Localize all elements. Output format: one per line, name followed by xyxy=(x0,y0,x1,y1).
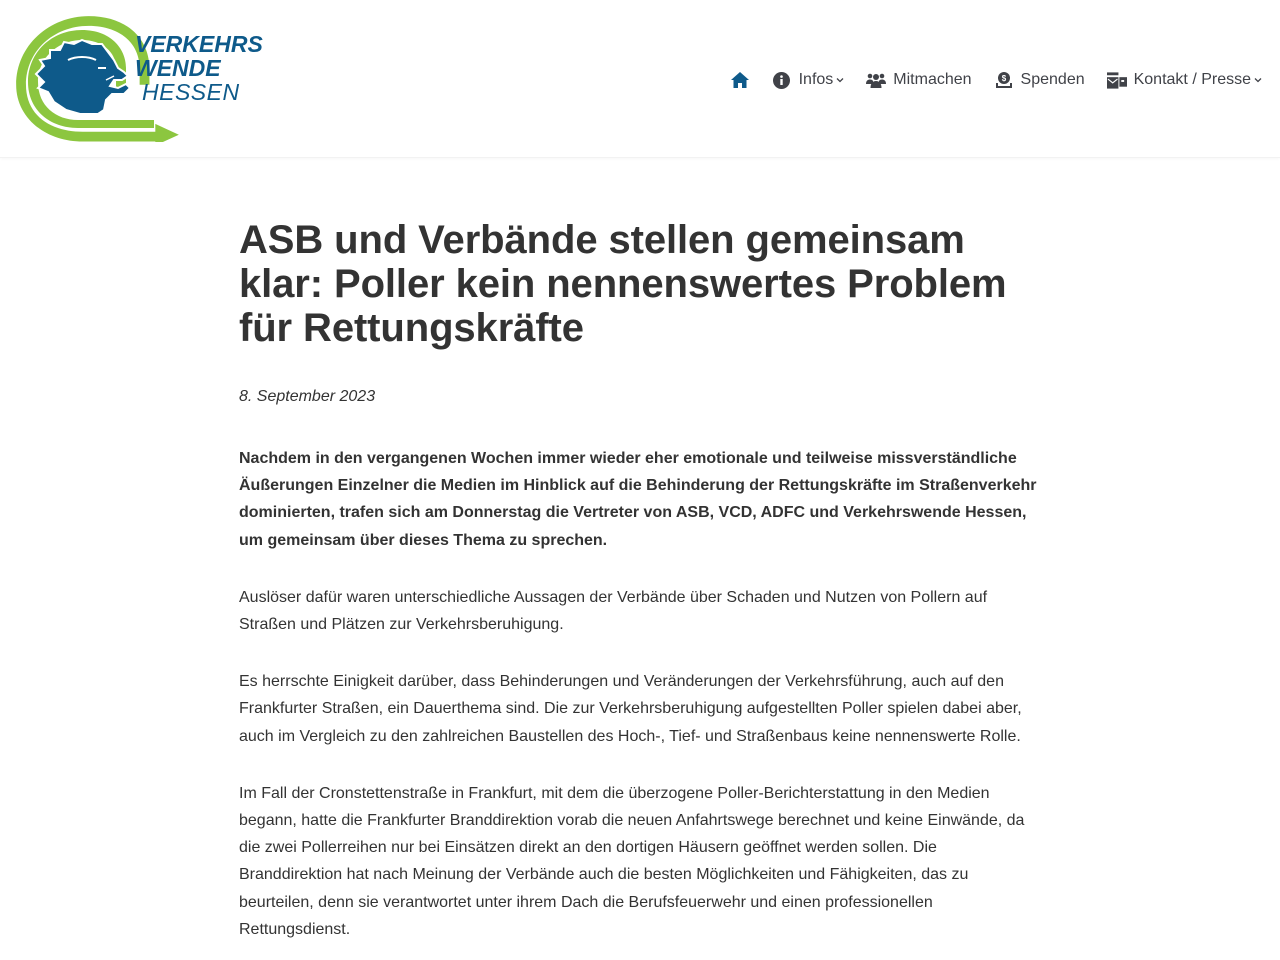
info-circle-icon xyxy=(772,70,792,90)
home-icon xyxy=(730,70,750,90)
mail-bulk-icon xyxy=(1107,70,1127,90)
chevron-down-icon xyxy=(1254,77,1262,83)
nav-spenden[interactable] xyxy=(994,70,1085,90)
site-header xyxy=(0,0,1280,158)
verkehrswende-hessen-logo xyxy=(14,16,270,142)
nav-kontakt-presse[interactable] xyxy=(1107,70,1262,90)
article-paragraph: Im Fall der Cronstettenstraße in Frankfurt, mit dem die überzogene Poller-Berichterstattung in den Medien begann, hatte die Frankfurter Branddirektion vorab die neuen Anfahrtswege berechnet und keine Einwände, da die zwei Pollerreihen nur bei Einsätzen direkt an den dortigen Häusern geöffnet werden sollen. Die Branddirektion hat nach Meinung der Verbände auch die besten Möglichkeiten und Fähigkeiten, das zu beurteilen, denn sie verantwortet unter ihrem Dach die Berufsfeuerwehr und einen professionellen Rettungsdienst. xyxy=(239,784,1025,938)
article xyxy=(239,218,1041,943)
donate-icon xyxy=(994,70,1014,90)
nav-mitmachen[interactable] xyxy=(866,70,971,90)
nav-mitmachen-label: Mitmachen xyxy=(893,71,972,88)
nav-spenden-label: Spenden xyxy=(1020,71,1085,88)
article-lead: Nachdem in den vergangenen Wochen immer wieder eher emotionale und teilweise missverständliche Äußerungen Einzelner die Medien im Hinblick auf die Behinderung der Rettungskräfte im Straßenverkehr dominierten, trafen sich am Donnerstag die Vertreter von ASB, VCD, ADFC und Verkehrswende Hessen, um gemeinsam über dieses Thema zu sprechen. xyxy=(239,450,1037,549)
article-date: 8. September 2023 xyxy=(239,388,376,405)
site-logo-link[interactable] xyxy=(14,16,270,142)
svg-text:VERKEHRS: VERKEHRS xyxy=(135,31,263,57)
nav-infos-label: Infos xyxy=(798,71,834,88)
main-navigation xyxy=(730,66,1262,94)
article-paragraph: Auslöser dafür waren unterschiedliche Aussagen der Verbände über Schaden und Nutzen von Pollern auf Straßen und Plätzen zur Verkehrsberuhigung. xyxy=(239,588,988,634)
nav-home[interactable] xyxy=(730,70,750,90)
article-paragraph: Es herrschte Einigkeit darüber, dass Behinderungen und Veränderungen der Verkehrsführung, auch auf den Frankfurter Straßen, ein Dauerthema sind. Die zur Verkehrsberuhigung aufgestellten Poller spielen dabei aber, auch im Vergleich zu den zahlreichen Baustellen des Hoch-, Tief- und Straßenbaus keine nennenswerte Rolle. xyxy=(239,673,1022,745)
svg-text:HESSEN: HESSEN xyxy=(142,79,240,105)
article-title: ASB und Verbände stellen gemeinsam klar: Poller kein nennenswertes Problem für Rettungskräfte xyxy=(239,218,1007,350)
svg-text:$: $ xyxy=(1001,74,1006,83)
svg-text:WENDE: WENDE xyxy=(135,55,221,81)
nav-infos[interactable] xyxy=(772,70,845,90)
chevron-down-icon xyxy=(836,77,844,83)
nav-kontakt-presse-label: Kontakt / Presse xyxy=(1133,71,1251,88)
users-icon xyxy=(866,70,886,90)
